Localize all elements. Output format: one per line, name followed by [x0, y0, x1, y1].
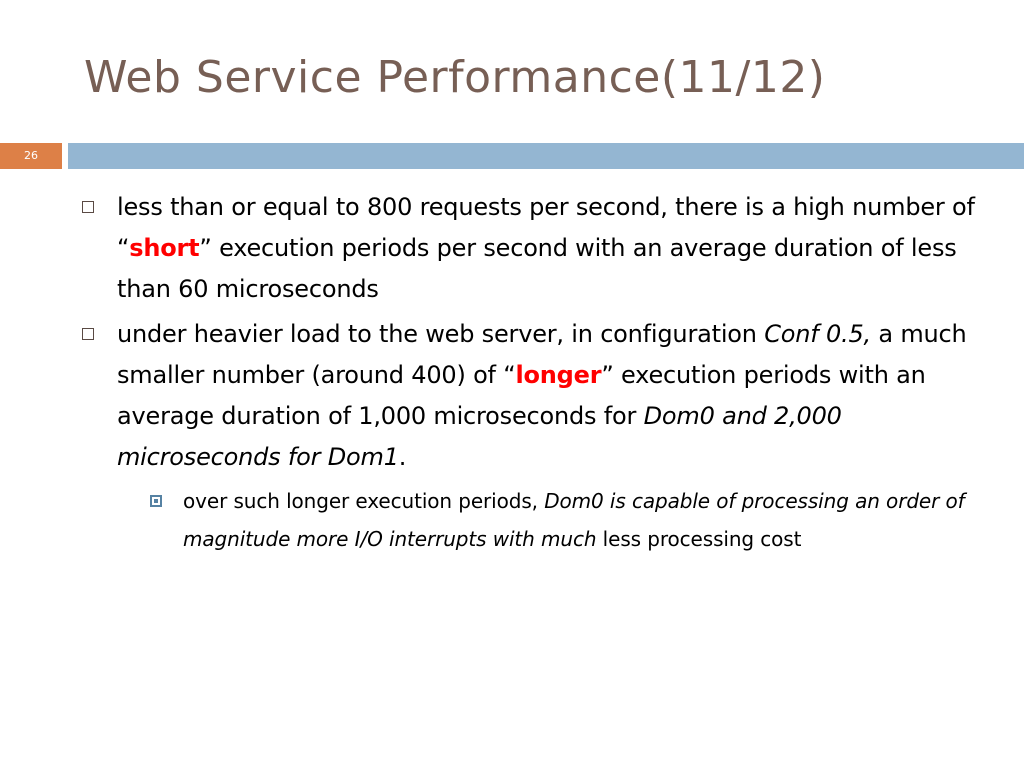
- bullet-text: a much smaller number (around 400) of “: [117, 320, 967, 389]
- highlight-short: short: [129, 234, 200, 262]
- bullet-item: [82, 314, 982, 478]
- bullet-text: ” execution periods with an average duration of 1,000 microseconds for: [117, 361, 926, 430]
- slide-title: Web Service Performance(11/12): [84, 52, 826, 103]
- sub-bullet-text: less processing cost: [596, 527, 802, 551]
- slide-content: [82, 187, 982, 558]
- bullet-text: ” execution periods per second with an average duration of less than 60 microseconds: [117, 234, 957, 303]
- hollow-square-bullet-icon: [82, 201, 94, 213]
- hollow-square-bullet-icon: [82, 328, 94, 340]
- slide-number: 26: [0, 143, 62, 169]
- highlight-longer: longer: [515, 361, 602, 389]
- bullet-text: under heavier load to the web server, in configuration: [117, 320, 765, 348]
- sub-bullet-item: [150, 482, 982, 558]
- sub-bullet-text: over such longer execution periods,: [183, 489, 545, 513]
- bullet-text: .: [398, 443, 407, 471]
- filled-square-bullet-icon: [150, 495, 162, 507]
- header-bar: [68, 143, 1024, 169]
- bullet-text: less than or equal to 800 requests per second, there is a high number of “: [117, 193, 975, 262]
- bullet-item: [82, 187, 982, 310]
- italic-text: Dom0 and 2,000 microseconds for Dom1: [117, 402, 842, 471]
- italic-text: Dom0 is capable of processing an order of magnitude more I/O interrupts with much: [183, 489, 965, 551]
- italic-text: Conf 0.5,: [764, 320, 871, 348]
